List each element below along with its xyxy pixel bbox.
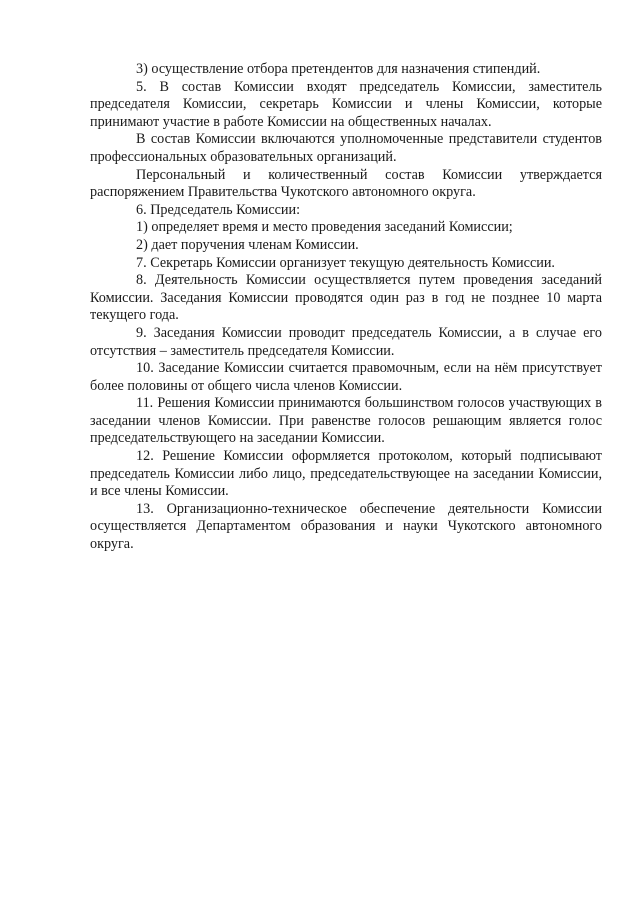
paragraph-personal-composition: Персональный и количественный состав Комиссии утверждается распоряжением Правительства Чукотского автономного округа. <box>90 166 602 201</box>
paragraph-8-activity: 8. Деятельность Комиссии осуществляется путем проведения заседаний Комиссии. Заседания Комиссии проводятся один раз в год не позднее 10 марта текущего года. <box>90 272 602 324</box>
paragraph-12-protocol: 12. Решение Комиссии оформляется протоколом, который подписывают председатель Комиссии либо лицо, председательствующее на заседании Комиссии, и все члены Комиссии. <box>90 448 602 500</box>
paragraph-6-chairman: 6. Председатель Комиссии: <box>136 201 301 218</box>
paragraph-5-composition: 5. В состав Комиссии входят председатель Комиссии, заместитель председателя Комиссии, секретарь Комиссии и члены Комиссии, которые принимают участие в работе Комиссии на общественных началах. <box>90 78 602 130</box>
paragraph-6-item-1: 1) определяет время и место проведения заседаний Комиссии; <box>136 219 513 236</box>
document-body <box>90 61 602 554</box>
paragraph-7-secretary: 7. Секретарь Комиссии организует текущую деятельность Комиссии. <box>136 254 555 271</box>
paragraph-student-representatives: В состав Комиссии включаются уполномоченные представители студентов профессиональных образовательных организаций. <box>90 131 602 165</box>
paragraph-item-3-selection: 3) осуществление отбора претендентов для назначения стипендий. <box>136 61 541 77</box>
paragraph-6-item-2: 2) дает поручения членам Комиссии. <box>136 236 359 253</box>
paragraph-10-quorum: 10. Заседание Комиссии считается правомочным, если на нём присутствует более половины от общего числа членов Комиссии. <box>90 360 602 394</box>
paragraph-9-meetings: 9. Заседания Комиссии проводит председатель Комиссии, а в случае его отсутствия – заместитель председателя Комиссии. <box>90 324 602 359</box>
paragraph-11-decisions: 11. Решения Комиссии принимаются большинством голосов участвующих в заседании членов Комиссии. При равенстве голосов решающим является голос председательствующего на заседании Комиссии. <box>90 395 602 447</box>
paragraph-13-support: 13. Организационно-техническое обеспечение деятельности Комиссии осуществляется Департаментом образования и науки Чукотского автономного округа. <box>90 500 602 553</box>
